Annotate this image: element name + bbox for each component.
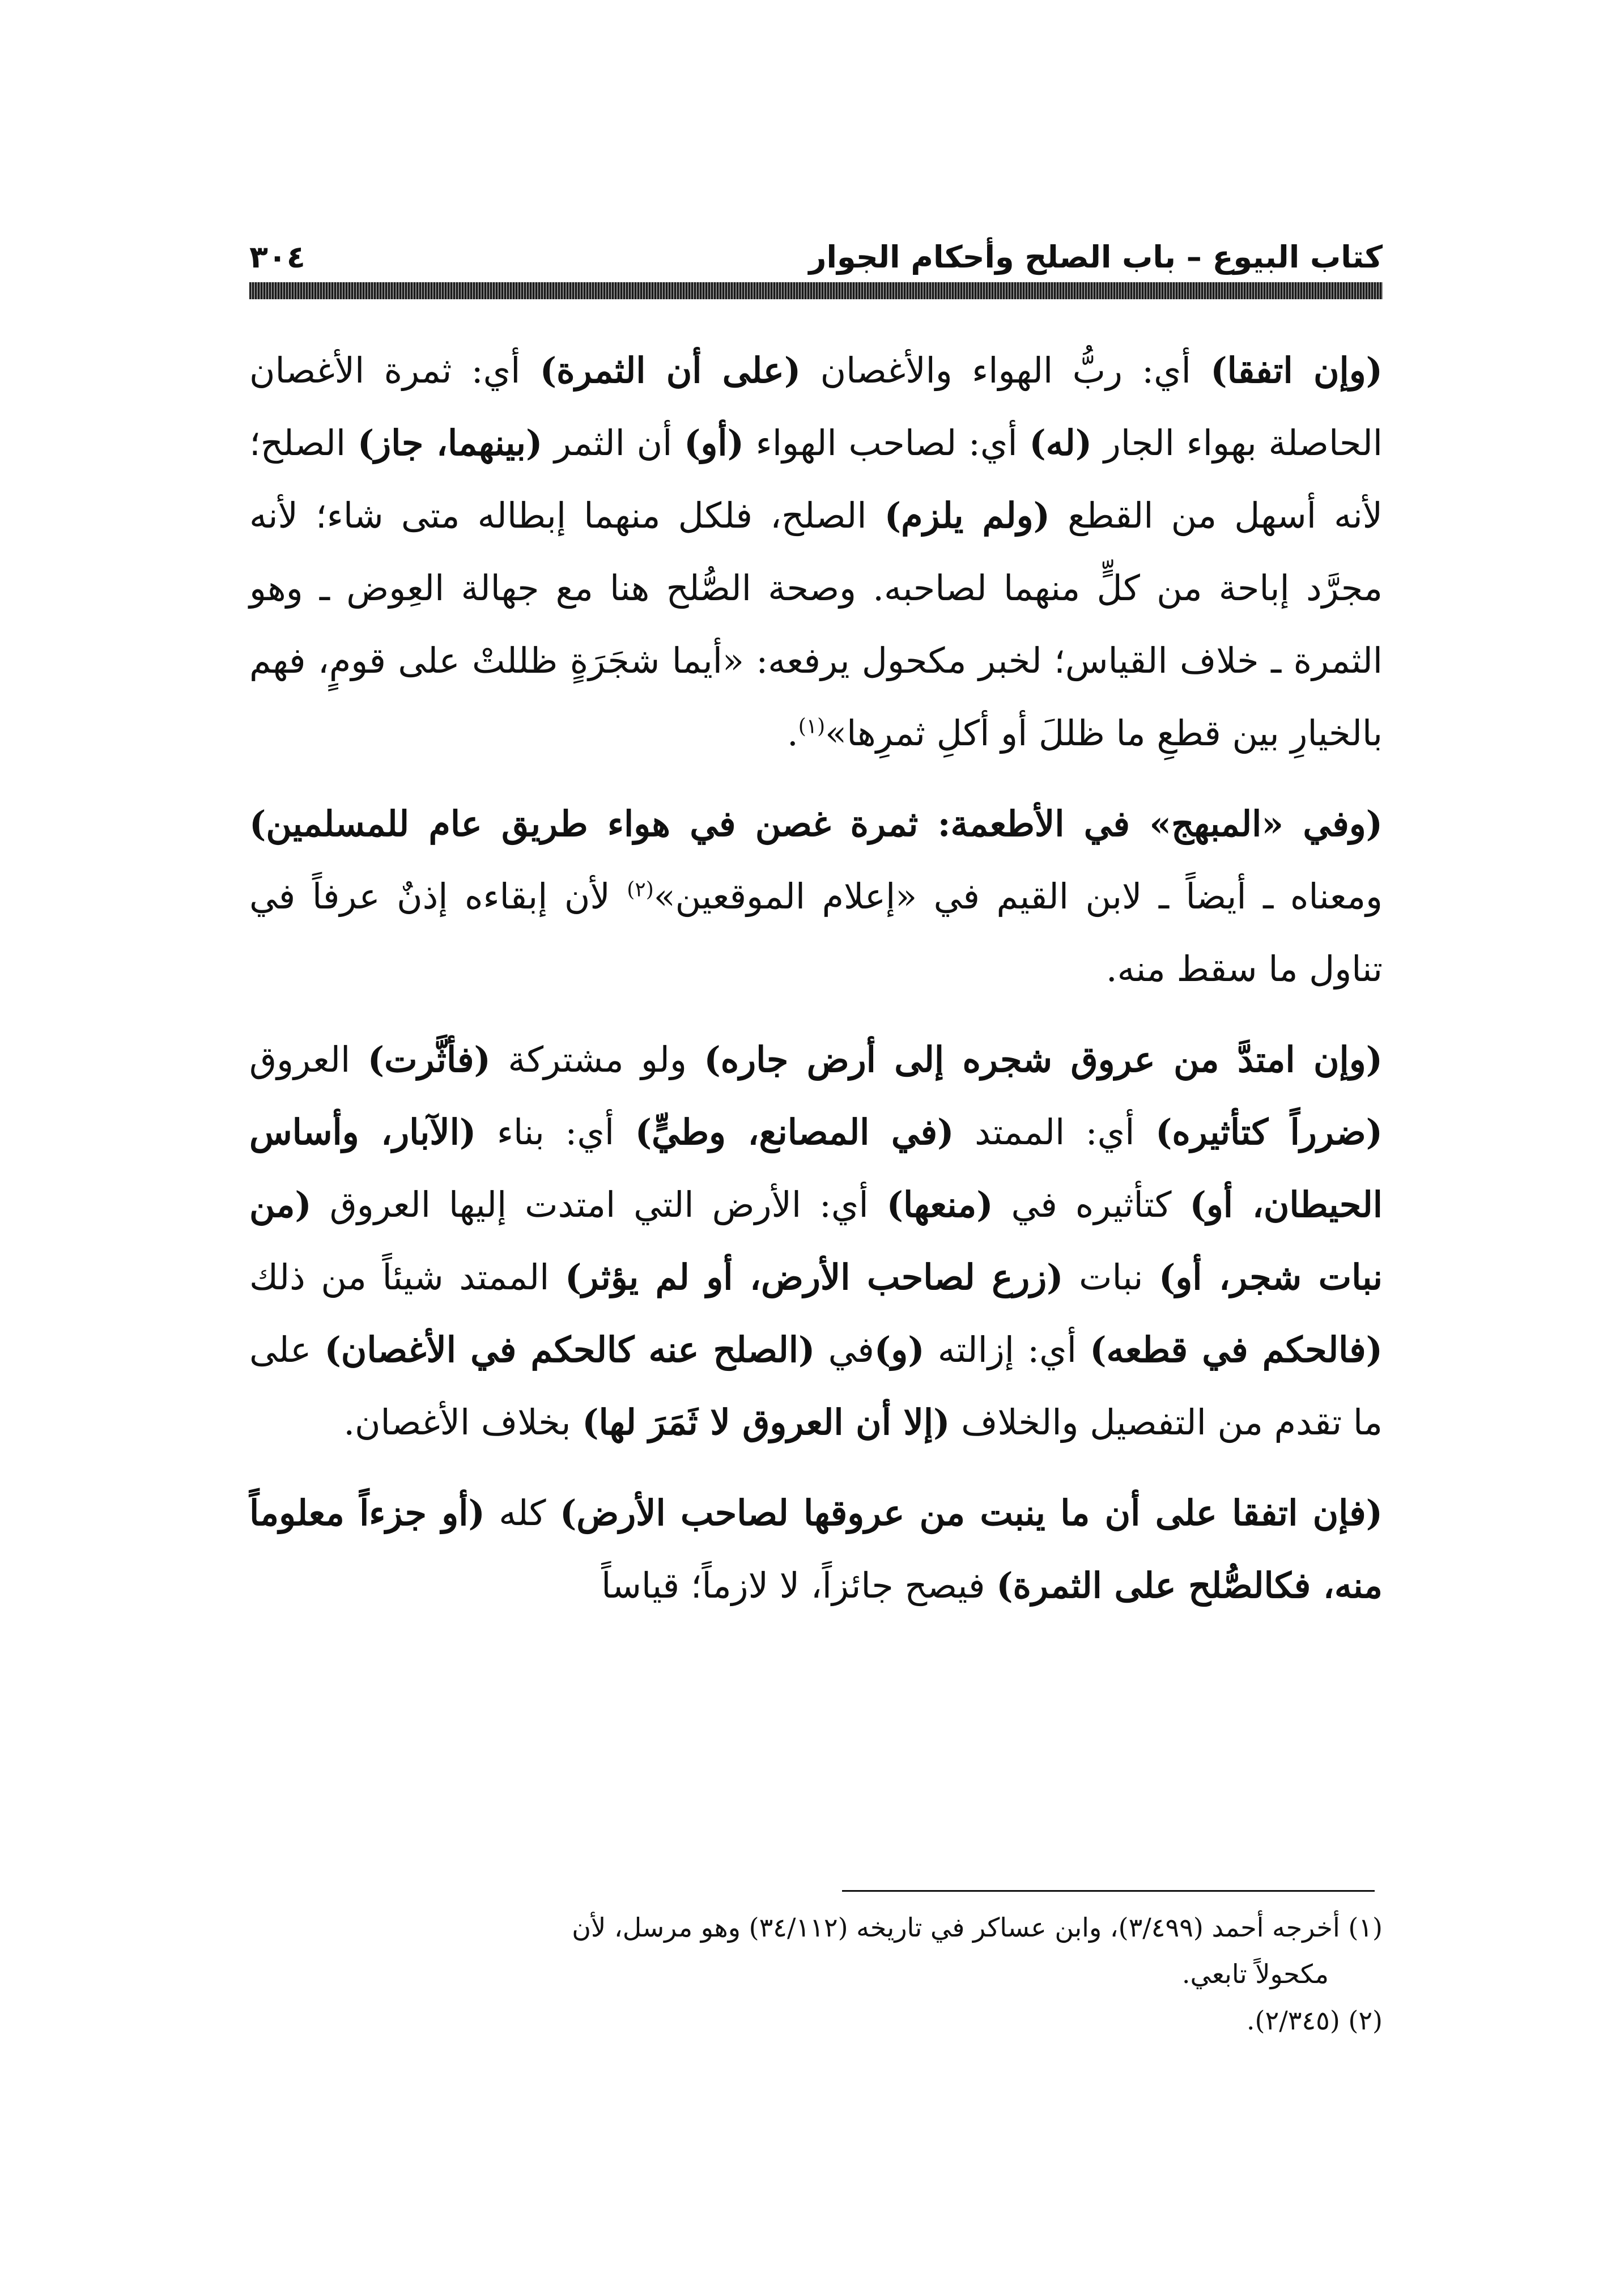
footnote-ref: (٢) [627, 878, 654, 902]
page-number: ٣٠٤ [249, 239, 305, 275]
sharh-text: في [815, 1329, 874, 1370]
matn-text: (منعها) [886, 1184, 993, 1225]
sharh-text: أي: ثمرة الأغصان الحاصلة بهواء الجار [249, 350, 1383, 464]
main-text [249, 334, 1383, 1640]
header-rule [249, 282, 1383, 299]
matn-text: (على أن الثمرة) [539, 350, 801, 391]
sharh-text: على ما تقدم من التفصيل والخلاف [249, 1329, 1383, 1443]
matn-text: (زرع لصاحب الأرض، أو لم يؤثر) [565, 1256, 1064, 1298]
footnotes [249, 1904, 1383, 2044]
matn-text: (في المصانع، وطيٍّ) [635, 1111, 954, 1153]
matn-text: (وإن امتدَّ من عروق شجره إلى أرض جاره) [704, 1039, 1383, 1080]
sharh-text: الصلح، فلكل منهما إبطاله متى شاء؛ لأنه مجرَّد إباحة من كلٍّ منهما لصاحبه. وصحة الصُّلح هنا مع جهالة العِوض ـ وهو الثمرة ـ خلاف القياس؛ لخبر مكحول يرفعه: «أيما شجَرَةٍ ظللتْ على قومٍ، فهم بالخيارِ بين قطعِ ما ظللَ أو أكلِ ثمرِها» [249, 495, 1383, 754]
sharh-text: فيصح جائزاً، لا لازماً؛ قياساً [601, 1565, 997, 1606]
footnote-line: مكحولاً تابعي. [1181, 1959, 1329, 1989]
matn-text: (ضرراً كتأثيره) [1155, 1111, 1383, 1153]
footnote-ref: (١) [798, 715, 826, 738]
matn-text: (بينهما، جاز) [357, 422, 543, 464]
sharh-text: أن الثمر [542, 422, 685, 464]
sharh-text: ولو مشتركة [490, 1039, 704, 1080]
page-header [249, 235, 1383, 275]
sharh-text: أي: الممتد [954, 1111, 1156, 1153]
matn-text: (و) [874, 1329, 925, 1370]
matn-text: (وإن اتفقا) [1210, 350, 1383, 391]
matn-text: (الآبار، وأساس الحيطان، أو) [249, 1111, 1383, 1225]
sharh-text: العروق [249, 1039, 368, 1080]
body-paragraph [249, 334, 1383, 770]
sharh-text: كله [484, 1492, 560, 1534]
matn-text: (أو جزءاً معلوماً منه، فكالصُّلح على الثمرة) [249, 1492, 1383, 1606]
sharh-text: لأن إبقاءه إذنٌ عرفاً في تناول ما سقط منه. [249, 876, 1383, 990]
sharh-text: ومعناه ـ أيضاً ـ لابن القيم في «إعلام الموقعين» [653, 876, 1383, 917]
sharh-text: الممتد شيئاً من ذلك [249, 1256, 566, 1298]
matn-text: (من نبات شجر، أو) [249, 1184, 1383, 1298]
matn-text: (وفي «المبهج» في الأطعمة: ثمرة غصن في هواء طريق عام للمسلمين) [249, 803, 1383, 844]
sharh-text: نبات [1063, 1256, 1159, 1298]
matn-text: (الصلح عنه كالحكم في الأغصان) [324, 1329, 815, 1370]
footnote-line: (٢) (٢/٣٤٥). [1246, 2005, 1383, 2036]
footnote-separator [842, 1890, 1375, 1892]
sharh-text: الصلح؛ لأنه أسهل من القطع [249, 422, 1383, 536]
sharh-text: أي: بناء [476, 1111, 635, 1153]
matn-text: (له) [1029, 422, 1092, 464]
sharh-text: بخلاف الأغصان. [343, 1402, 583, 1443]
footnote-line: (١) أخرجه أحمد (٣/٤٩٩)، وابن عساكر في تاريخه (٣٤/١١٢) وهو مرسل، لأن [572, 1912, 1383, 1943]
sharh-text: كتأثيره في [993, 1184, 1190, 1225]
sharh-text: أي: الأرض التي امتدت إليها العروق [311, 1184, 887, 1225]
matn-text: (ولم يلزم) [884, 495, 1050, 536]
matn-text: (أو) [684, 422, 744, 464]
sharh-text: أي: لصاحب الهواء [743, 422, 1030, 464]
matn-text: (فأثَّرت) [367, 1039, 491, 1080]
body-paragraph [249, 1024, 1383, 1459]
body-paragraph [249, 1477, 1383, 1622]
matn-text: (إلا أن العروق لا ثَمَرَ لها) [582, 1402, 950, 1443]
sharh-text: . [787, 712, 798, 754]
matn-text: (فالحكم في قطعه) [1090, 1329, 1383, 1370]
matn-text: (فإن اتفقا على أن ما ينبت من عروقها لصاحب الأرض) [559, 1492, 1383, 1534]
sharh-text: أي: إزالته [924, 1329, 1090, 1370]
running-title: كتاب البيوع – باب الصلح وأحكام الجوار [809, 239, 1383, 275]
sharh-text: أي: ربُّ الهواء والأغصان [801, 350, 1211, 391]
body-paragraph [249, 788, 1383, 1005]
